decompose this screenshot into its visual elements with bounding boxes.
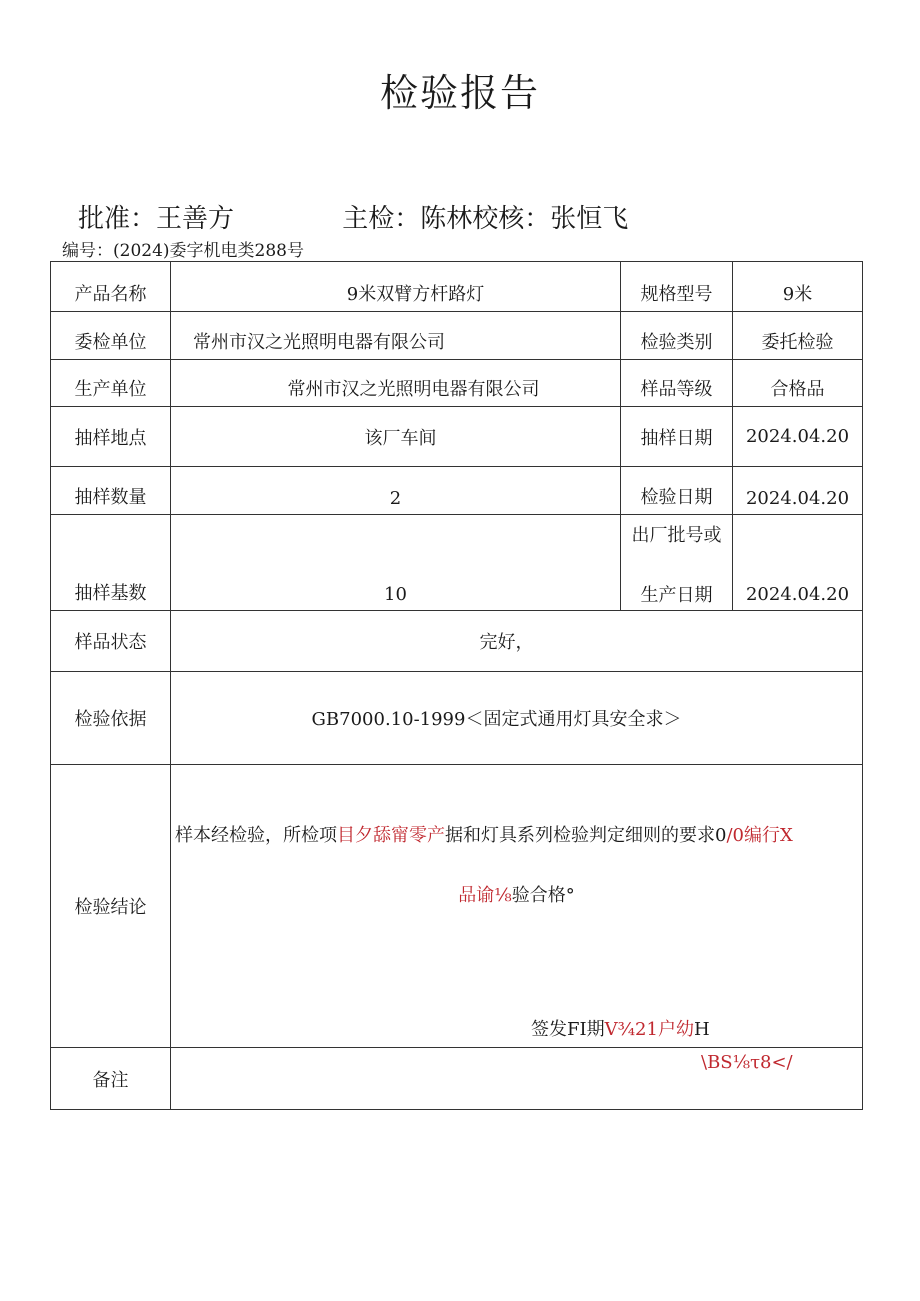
field-label: 生产单位	[74, 379, 147, 400]
field-label: 规格型号	[640, 284, 713, 305]
table-row	[51, 262, 863, 312]
table-row	[51, 312, 863, 360]
report-table	[50, 261, 863, 1110]
conclusion-line-1: 样本经检验，所检项目夕舔甯零产据和灯具系列检验判定细则的要求0/0编行X	[175, 825, 793, 846]
field-label: 检验类别	[640, 332, 713, 353]
field-label: 检验依据	[74, 709, 147, 730]
inspector-reviewer: 主检：陈林校核：张恒飞	[342, 204, 629, 234]
remark-mark: \BS⅛τ8</	[701, 1052, 793, 1073]
field-value: 9米双臂方杆路灯	[346, 284, 485, 305]
field-label: 产品名称	[74, 284, 147, 305]
field-value: GB7000.10-1999＜固定式通用灯具安全求＞	[311, 709, 682, 730]
table-row	[51, 672, 863, 765]
field-label: 抽样日期	[640, 427, 713, 449]
field-label: 委检单位	[74, 332, 147, 353]
remarks-cell	[171, 1048, 862, 1109]
field-label: 抽样数量	[74, 487, 147, 508]
field-label: 检验日期	[640, 487, 713, 508]
field-value: 常州市汉之光照明电器有限公司	[287, 379, 540, 400]
field-label: 样品等级	[640, 379, 713, 400]
field-label: 样品状态	[74, 632, 147, 653]
field-value: 2024.04.20	[745, 584, 850, 605]
field-value: 该厂车间	[364, 427, 437, 449]
field-value: 2	[389, 488, 402, 509]
table-row	[51, 360, 863, 407]
field-value: 完好，	[479, 632, 534, 653]
field-value: 2024.04.20	[745, 488, 850, 509]
approver: 批准：王善方	[78, 204, 235, 234]
field-value: 2024.04.20	[745, 426, 850, 447]
field-label: 抽样基数	[74, 583, 147, 604]
table-row	[51, 407, 863, 467]
table-row	[51, 611, 863, 672]
report-title: 检验报告	[379, 71, 540, 115]
table-row	[51, 765, 863, 1048]
table-row	[51, 515, 863, 611]
conclusion-body	[171, 765, 862, 1047]
field-label: 生产日期	[640, 585, 713, 606]
signature-line	[78, 198, 628, 235]
table-row	[51, 467, 863, 515]
field-label: 抽样地点	[74, 427, 147, 449]
field-value: 委托检验	[761, 332, 834, 353]
field-label: 检验结论	[74, 897, 147, 918]
table-row	[51, 1048, 863, 1110]
field-value: 10	[384, 584, 407, 605]
field-label: 出厂批号或	[631, 525, 722, 546]
field-value: 常州市汉之光照明电器有限公司	[193, 332, 445, 353]
issue-date-line: 签发FI期V¾21户幼H	[531, 1019, 710, 1040]
field-value: 9米	[782, 284, 813, 305]
conclusion-line-2: 品谕⅛验合格°	[458, 885, 575, 906]
field-value: 合格品	[770, 379, 825, 400]
field-label: 备注	[92, 1069, 129, 1091]
report-number: 编号：(2024)委字机电类288号	[62, 241, 304, 261]
